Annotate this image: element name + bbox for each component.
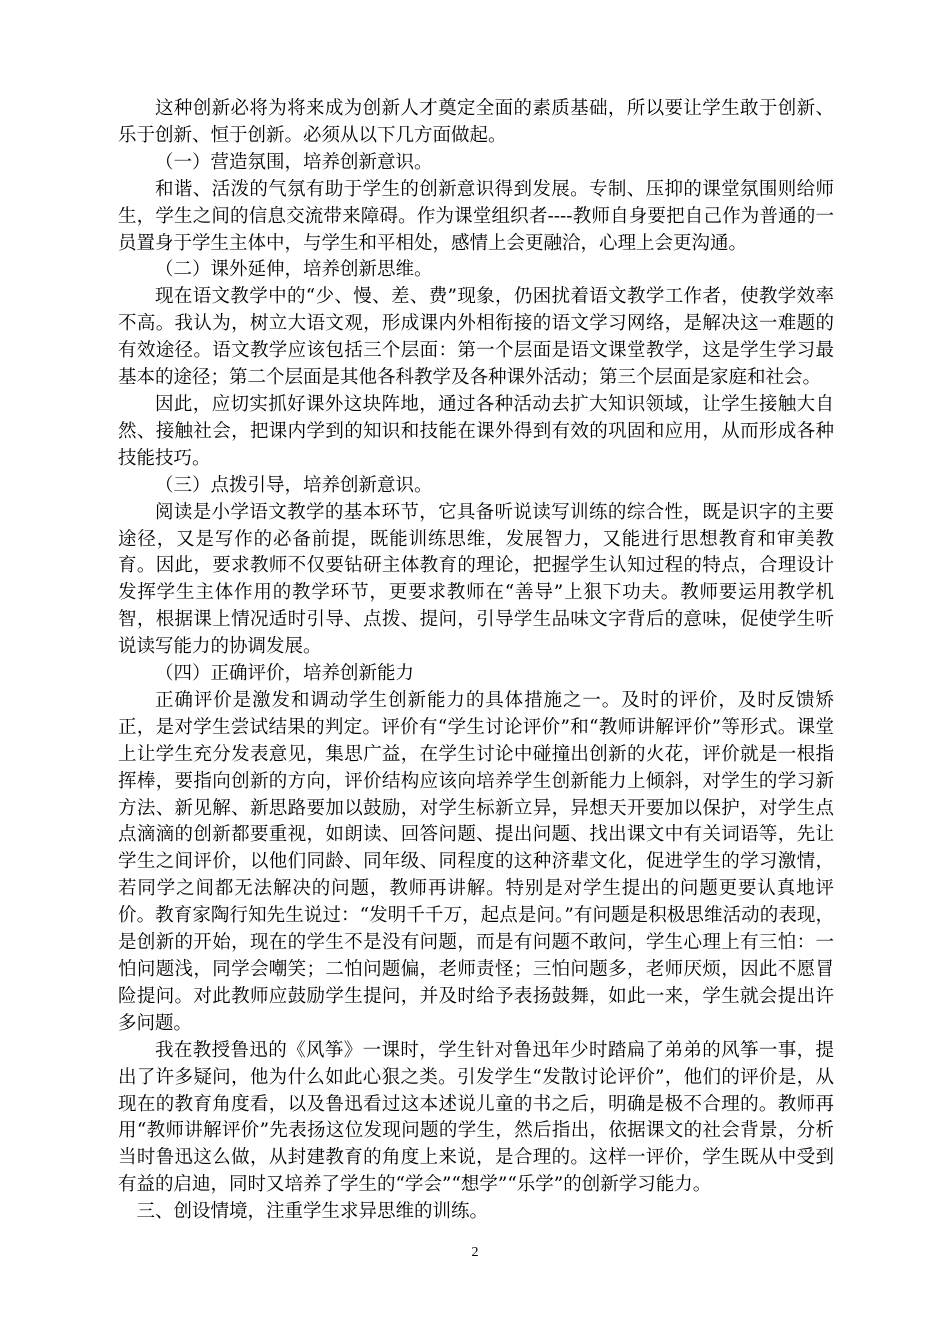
document-body — [118, 96, 834, 1226]
chapter-heading: 三、创设情境，注重学生求异思维的训练。 — [136, 1201, 489, 1223]
page-number: 2 — [471, 1245, 479, 1260]
paragraph: 正确评价是激发和调动学生创新能力的具体措施之一。及时的评价，及时反馈矫正，是对学生尝试结果的判定。评价有“学生讨论评价”和“教师讲解评价”等形式。课堂上让学生充分发表意见，集思广益，在学生讨论中碰撞出创新的火花，评价就是一根指挥棒，要指向创新的方向，评价结构应该向培养学生创新能力上倾斜，对学生的学习新方法、新见解、新思路要加以鼓励，对学生标新立异，异想天开要加以保护，对学生点点滴滴的创新都要重视，如朗读、回答问题、提出问题、找出课文中有关词语等，先让学生之间评价，以他们同龄、同年级、同程度的这种济辈文化，促进学生的学习激情，若同学之间都无法解决的问题，教师再讲解。特别是对学生提出的问题更要认真地评价。教育家陶行知先生说过：“发明千千万，起点是问。”有问题是积极思维活动的表现，是创新的开始，现在的学生不是没有问题，而是有问题不敢问，学生心理上有三怕：一怕问题浅，同学会嘲笑；二怕问题偏，老师责怪；三怕问题多，老师厌烦，因此不愿冒险提问。对此教师应鼓励学生提问，并及时给予表扬鼓舞，如此一来，学生就会提出许多问题。 — [118, 689, 834, 1034]
section-heading: （四）正确评价，培养创新能力 — [155, 663, 415, 685]
section-heading: （二）课外延伸，培养创新思维。 — [155, 259, 433, 281]
paragraph: 这种创新必将为将来成为创新人才奠定全面的素质基础，所以要让学生敢于创新、乐于创新、恒于创新。必须从以下几方面做起。 — [118, 98, 834, 146]
section-heading: （三）点拨引导，培养创新意识。 — [155, 474, 433, 496]
paragraph: 和谐、活泼的气氛有助于学生的创新意识得到发展。专制、压抑的课堂氛围则给师生，学生之间的信息交流带来障碍。作为课堂组织者----教师自身要把自己作为普通的一员置身于学生主体中，与学生和平相处，感情上会更融洽，心理上会更沟通。 — [118, 178, 834, 254]
paragraph: 现在语文教学中的“少、慢、差、费”现象，仍困扰着语文教学工作者，使教学效率不高。我认为，树立大语文观，形成课内外相衔接的语文学习网络，是解决这一难题的有效途径。语文教学应该包括三个层面：第一个层面是语文课堂教学，这是学生学习最基本的途径；第二个层面是其他各科教学及各种课外活动；第三个层面是家庭和社会。 — [118, 286, 834, 389]
section-heading: （一）营造氛围，培养创新意识。 — [155, 151, 433, 173]
paragraph: 阅读是小学语文教学的基本环节，它具备听说读写训练的综合性，既是识字的主要途径，又是写作的必备前提，既能训练思维，发展智力，又能进行思想教育和审美教育。因此，要求教师不仅要钻研主体教育的理论，把握学生认知过程的特点，合理设计发挥学生主体作用的教学环节，更要求教师在“善导”上狠下功夫。教师要运用教学机智，根据课上情况适时引导、点拨、提问，引导学生品味文字背后的意味，促使学生听说读写能力的协调发展。 — [118, 501, 834, 658]
paragraph: 我在教授鲁迅的《风筝》一课时，学生针对鲁迅年少时踏扁了弟弟的风筝一事，提出了许多疑问，他为什么如此心狠之类。引发学生“发散讨论评价”，他们的评价是，从现在的教育角度看，以及鲁迅看过这本述说儿童的书之后，明确是极不合理的。教师再用“教师讲解评价”先表扬这位发现问题的学生，然后指出，依据课文的社会背景，分析当时鲁迅这么做，从封建教育的角度上来说，是合理的。这样一评价，学生既从中受到有益的启迪，同时又培养了学生的“学会”“想学”“乐学”的创新学习能力。 — [118, 1039, 834, 1196]
paragraph: 因此，应切实抓好课外这块阵地，通过各种活动去扩大知识领域，让学生接触大自然、接触社会，把课内学到的知识和技能在课外得到有效的巩固和应用，从而形成各种技能技巧。 — [118, 393, 834, 469]
